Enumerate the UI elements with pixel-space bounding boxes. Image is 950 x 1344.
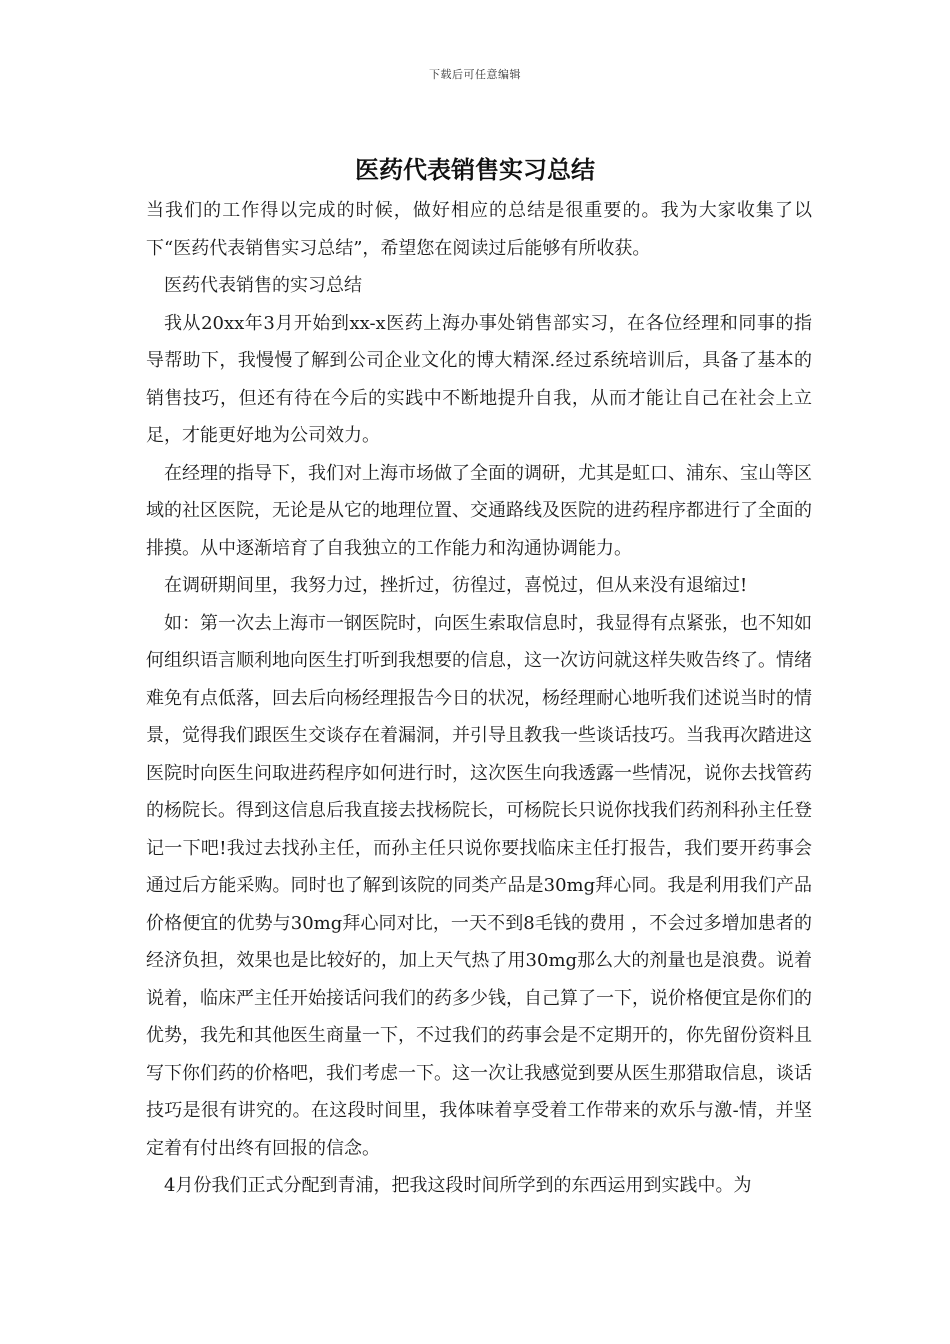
document-body: [146, 192, 812, 1205]
document-title: 医药代表销售实习总结: [355, 156, 595, 184]
paragraph-4: 如：第一次去上海市一钢医院时，向医生索取信息时，我显得有点紧张，也不知如何组织语言顺利地向医生打听到我想要的信息，这一次访问就这样失败告终了。情绪难免有点低落，回去后向杨经理报告今日的状况，杨经理耐心地听我们述说当时的情景，觉得我们跟医生交谈存在着漏洞，并引导且教我一些谈话技巧。当我再次踏进这医院时向医生问取进药程序如何进行时，这次医生向我透露一些情况，说你去找管药的杨院长。得到这信息后我直接去找杨院长，可杨院长只说你找我们药剂科孙主任登记一下吧!我过去找孙主任，而孙主任只说你要找临床主任打报告，我们要开药事会通过后方能采购。同时也了解到该院的同类产品是30mg拜心同。我是利用我们产品价格便宜的优势与30mg拜心同对比，一天不到8毛钱的费用 ，不会过多增加患者的经济负担，效果也是比较好的，加上天气热了用30mg那么大的剂量也是浪费。说着说着，临床严主任开始接话问我们的药多少钱，自己算了一下，说价格便宜是你们的优势，我先和其他医生商量一下，不过我们的药事会是不定期开的，你先留份资料且写下你们药的价格吧，我们考虑一下。这一次让我感觉到要从医生那猎取信息，谈话技巧是很有讲究的。在这段时间里，我体味着享受着工作带来的欢乐与激-情，并坚定着有付出终有回报的信念。: [146, 612, 812, 1159]
paragraph-subheading: 医药代表销售的实习总结: [164, 275, 362, 296]
paragraph-5: 4月份我们正式分配到青浦，把我这段时间所学到的东西运用到实践中。为: [164, 1175, 752, 1196]
paragraph-1: 我从20xx年3月开始到xx-x医药上海办事处销售部实习，在各位经理和同事的指导帮助下，我慢慢了解到公司企业文化的博大精深.经过系统培训后，具备了基本的销售技巧，但还有待在今后的实践中不断地提升自我，从而才能让自己在社会上立足，才能更好地为公司效力。: [146, 312, 812, 446]
paragraph-2: 在经理的指导下，我们对上海市场做了全面的调研，尤其是虹口、浦东、宝山等区域的社区医院，无论是从它的地理位置、交通路线及医院的进药程序都进行了全面的排摸。从中逐渐培育了自我独立的工作能力和沟通协调能力。: [146, 462, 812, 559]
paragraph-intro: 当我们的工作得以完成的时候，做好相应的总结是很重要的。我为大家收集了以下“医药代表销售实习总结”，希望您在阅读过后能够有所收获。: [146, 200, 812, 259]
header-note: 下载后可任意编辑: [429, 68, 521, 81]
paragraph-3: 在调研期间里，我努力过，挫折过，彷徨过，喜悦过，但从来没有退缩过!: [164, 575, 748, 596]
